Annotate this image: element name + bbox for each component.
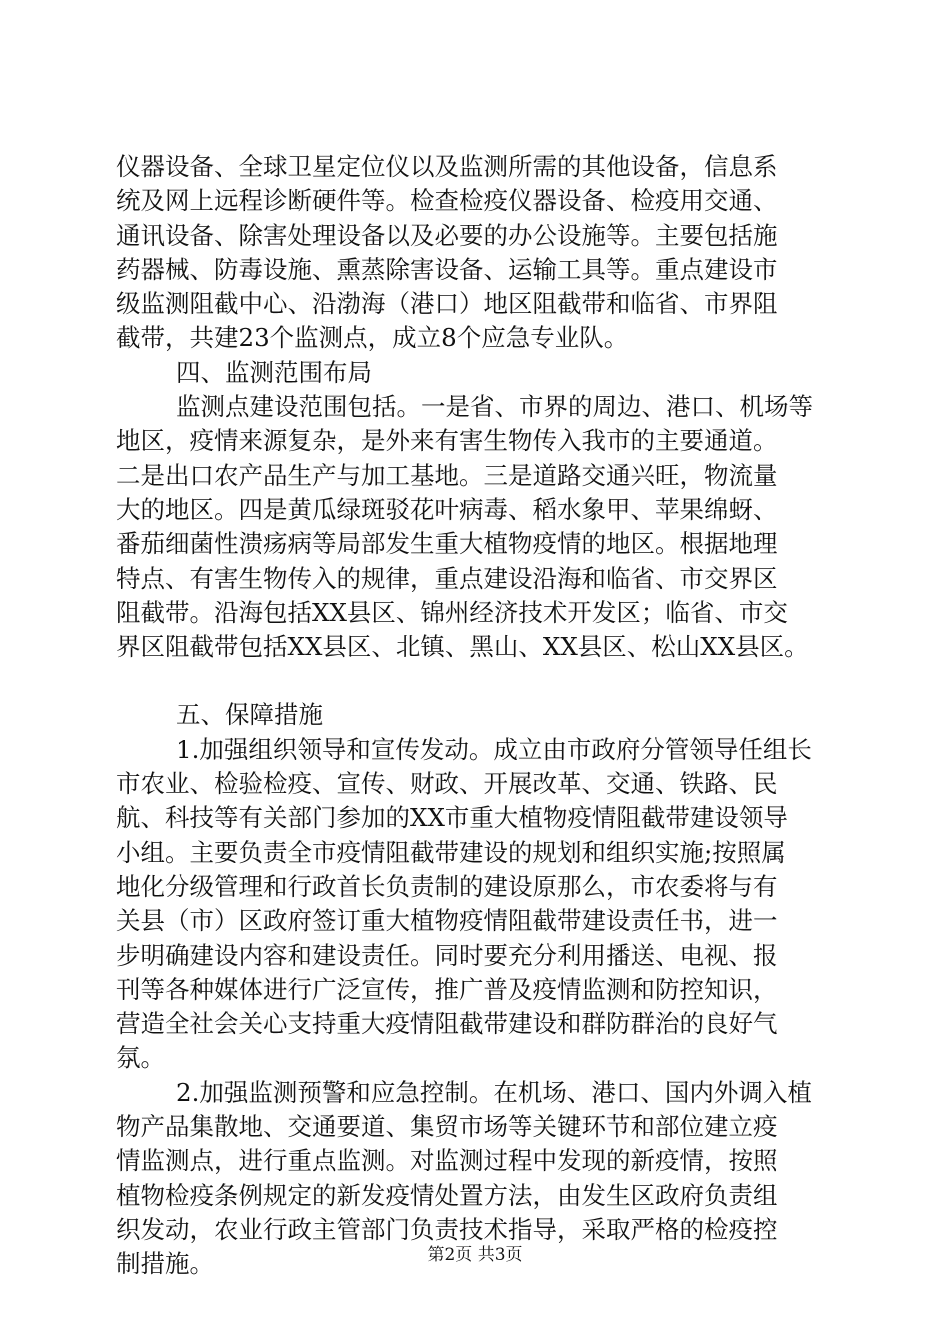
text-line: 特点、有害生物传入的规律，重点建设沿海和临省、市交界区: [116, 563, 778, 593]
text-line: 监测点建设范围包括。一是省、市界的周边、港口、机场等: [176, 392, 813, 422]
text-line: 关县（市）区政府签订重大植物疫情阻截带建设责任书，进一: [116, 906, 778, 936]
text-line: 刊等各种媒体进行广泛宣传，推广普及疫情监测和防控知识，: [116, 974, 778, 1004]
text-line: 地化分级管理和行政首长负责制的建设原那么，市农委将与有: [116, 871, 778, 901]
text-line: 仪器设备、全球卫星定位仪以及监测所需的其他设备，信息系: [116, 152, 778, 181]
text-line: 1.加强组织领导和宣传发动。成立由市政府分管领导任组长: [176, 734, 812, 764]
text-line: 二是出口农产品生产与加工基地。三是道路交通兴旺，物流量: [116, 460, 778, 490]
text-line: 植物检疫条例规定的新发疫情处置方法，由发生区政府负责组: [116, 1180, 778, 1210]
section-heading-5: 五、保障措施: [176, 700, 323, 730]
text-line: 通讯设备、除害处理设备以及必要的办公设施等。主要包括施: [116, 220, 778, 250]
text-line: 阻截带。沿海包括XX县区、锦州经济技术开发区；临省、市交: [116, 597, 788, 627]
document-body: [116, 150, 856, 1282]
text-line: 2.加强监测预警和应急控制。在机场、港口、国内外调入植: [176, 1077, 812, 1107]
text-line: 制措施。: [116, 1249, 214, 1279]
page-number-footer: 第2页 共3页: [427, 1245, 523, 1265]
text-line: 大的地区。四是黄瓜绿斑驳花叶病毒、稻水象甲、苹果绵蚜、: [116, 494, 778, 524]
text-line: 步明确建设内容和建设责任。同时要充分利用播送、电视、报: [116, 940, 778, 970]
text-line: 营造全社会关心支持重大疫情阻截带建设和群防群治的良好气: [116, 1009, 778, 1039]
text-line: 番茄细菌性溃疡病等局部发生重大植物疫情的地区。根据地理: [116, 529, 778, 559]
section-heading-4: 四、监测范围布局: [176, 357, 372, 387]
text-line: 小组。主要负责全市疫情阻截带建设的规划和组织实施;按照属: [116, 837, 786, 867]
text-line: 氛。: [116, 1043, 165, 1073]
text-line: 航、科技等有关部门参加的XX市重大植物疫情阻截带建设领导: [116, 803, 788, 833]
paragraph-organization: [116, 733, 856, 1076]
text-line: 情监测点，进行重点监测。对监测过程中发现的新疫情，按照: [116, 1146, 778, 1176]
text-line: 市农业、检验检疫、宣传、财政、开展改革、交通、铁路、民: [116, 769, 778, 799]
text-line: 药器械、防毒设施、熏蒸除害设备、运输工具等。重点建设市: [116, 254, 778, 284]
text-line: 级监测阻截中心、沿渤海（港口）地区阻截带和临省、市界阻: [116, 289, 778, 319]
text-line: 织发动，农业行政主管部门负责技术指导，采取严格的检疫控: [116, 1214, 778, 1244]
text-line: 界区阻截带包括XX县区、北镇、黑山、XX县区、松山XX县区。: [116, 632, 809, 662]
paragraph-equipment: [116, 150, 856, 356]
paragraph-gap: [116, 664, 856, 698]
text-line: 地区，疫情来源复杂，是外来有害生物传入我市的主要通道。: [116, 426, 778, 456]
text-line: 物产品集散地、交通要道、集贸市场等关键环节和部位建立疫: [116, 1112, 778, 1142]
text-line: 统及网上远程诊断硬件等。检查检疫仪器设备、检疫用交通、: [116, 186, 778, 216]
text-line: 截带，共建23个监测点，成立8个应急专业队。: [116, 323, 629, 353]
paragraph-monitoring-scope: [116, 390, 856, 664]
